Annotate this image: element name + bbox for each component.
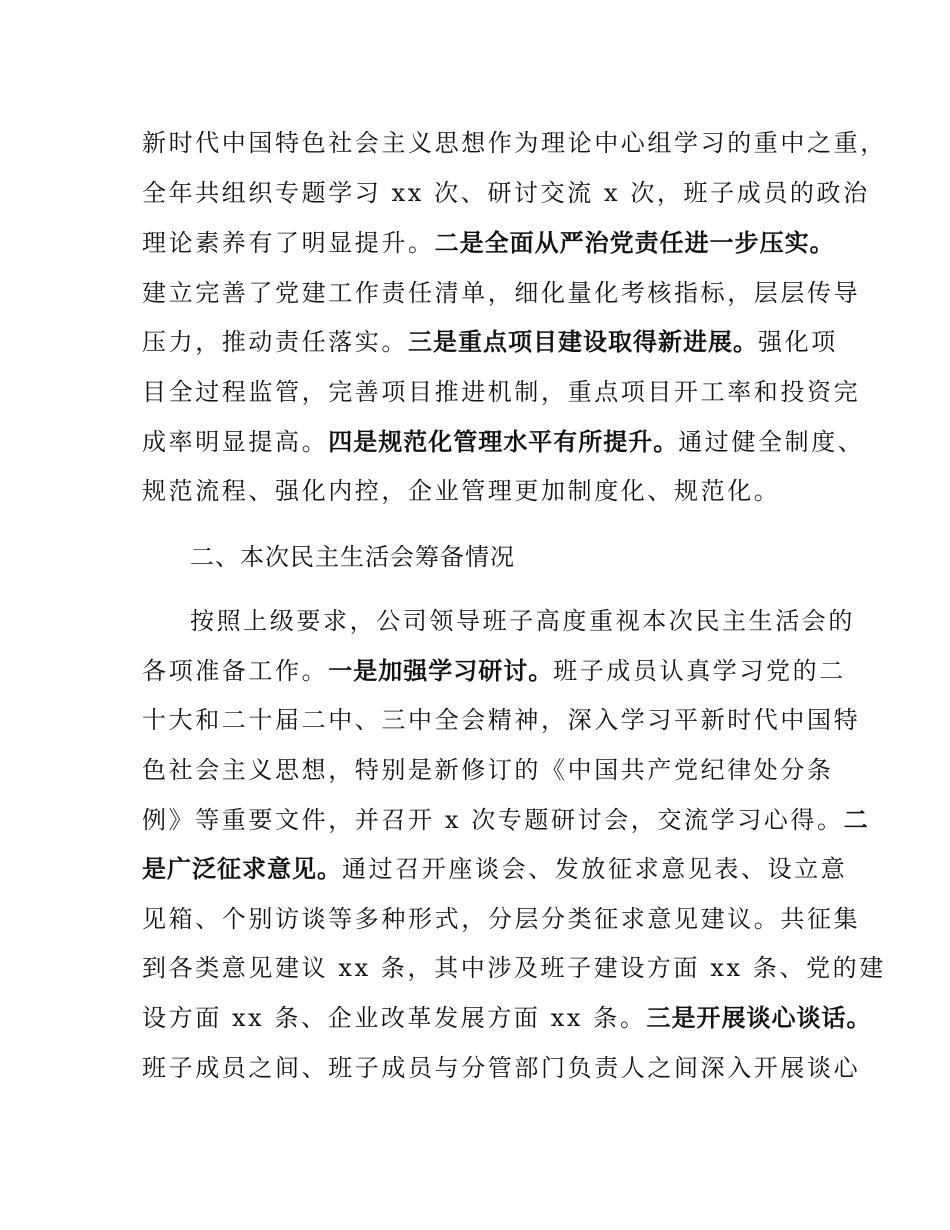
text-run: 各项准备工作。 — [142, 657, 329, 685]
text-run: 按照上级要求，公司领导班子高度重视本次民主生活会的 — [190, 607, 855, 635]
text-line — [190, 601, 855, 641]
text-line — [142, 651, 846, 691]
text-run: 理论素养有了明显提升。 — [142, 229, 435, 257]
text-run: 十大和二十届二中、三中全会精神，深入学习平新时代中国特 — [142, 706, 861, 734]
text-run: 通过健全制度、 — [678, 428, 865, 456]
bold-point-1: 一是加强学习研讨。 — [328, 657, 554, 685]
text-run: 见箱、个别访谈等多种形式，分层分类征求意见建议。共征集 — [142, 905, 861, 933]
text-line — [142, 422, 864, 462]
bold-point-2-end: 是广泛征求意见。 — [142, 855, 342, 883]
text-line — [142, 173, 870, 213]
text-line — [142, 948, 886, 988]
text-run: 例》等重要文件，并召开 x 次专题研讨会，交流学习心得。 — [142, 806, 844, 834]
text-line — [142, 998, 871, 1038]
text-run: 到各类意见建议 xx 条，其中涉及班子建设方面 xx 条、党的建 — [142, 954, 886, 982]
bold-point-2: 二是全面从严治党责任进一步压实。 — [434, 229, 835, 257]
text-run: 成率明显提高。 — [142, 428, 329, 456]
text-run: 通过召开座谈会、发放征求意见表、设立意 — [342, 855, 848, 883]
text-run: 全年共组织专题学习 xx 次、研讨交流 x 次，班子成员的政治 — [142, 179, 870, 207]
text-line — [142, 471, 780, 511]
text-line — [142, 372, 860, 412]
section-heading: 二、本次民主生活会筹备情况 — [190, 543, 515, 571]
text-run: 新时代中国特色社会主义思想作为理论中心组学习的重中之重， — [142, 129, 887, 157]
text-run: 色社会主义思想，特别是新修订的《中国共产党纪律处分条 — [142, 756, 834, 784]
text-run: 班子成员认真学习党的二 — [553, 657, 846, 685]
text-run: 强化项 — [758, 328, 838, 356]
text-line — [142, 849, 847, 889]
bold-point-3: 三是重点项目建设取得新进展。 — [408, 328, 758, 356]
text-run: 建立完善了党建工作责任清单，细化量化考核指标，层层传导 — [142, 279, 861, 307]
text-line — [142, 1048, 860, 1088]
text-line — [142, 899, 860, 939]
text-line — [142, 800, 869, 840]
text-run: 目全过程监管，完善项目推进机制，重点项目开工率和投资完 — [142, 378, 861, 406]
text-run: 设方面 xx 条、企业改革发展方面 xx 条。 — [142, 1004, 647, 1032]
text-line — [142, 700, 860, 740]
bold-point-2-start: 二 — [843, 806, 869, 834]
text-line — [142, 322, 838, 362]
bold-point-3: 三是开展谈心谈话。 — [646, 1004, 872, 1032]
text-line — [142, 223, 835, 263]
text-line — [142, 750, 834, 790]
bold-point-4: 四是规范化管理水平有所提升。 — [328, 428, 679, 456]
text-line — [142, 123, 887, 163]
text-run: 班子成员之间、班子成员与分管部门负责人之间深入开展谈心 — [142, 1054, 861, 1082]
text-run: 规范流程、强化内控，企业管理更加制度化、规范化。 — [142, 477, 781, 505]
text-run: 压力，推动责任落实。 — [142, 328, 408, 356]
text-line — [142, 273, 860, 313]
